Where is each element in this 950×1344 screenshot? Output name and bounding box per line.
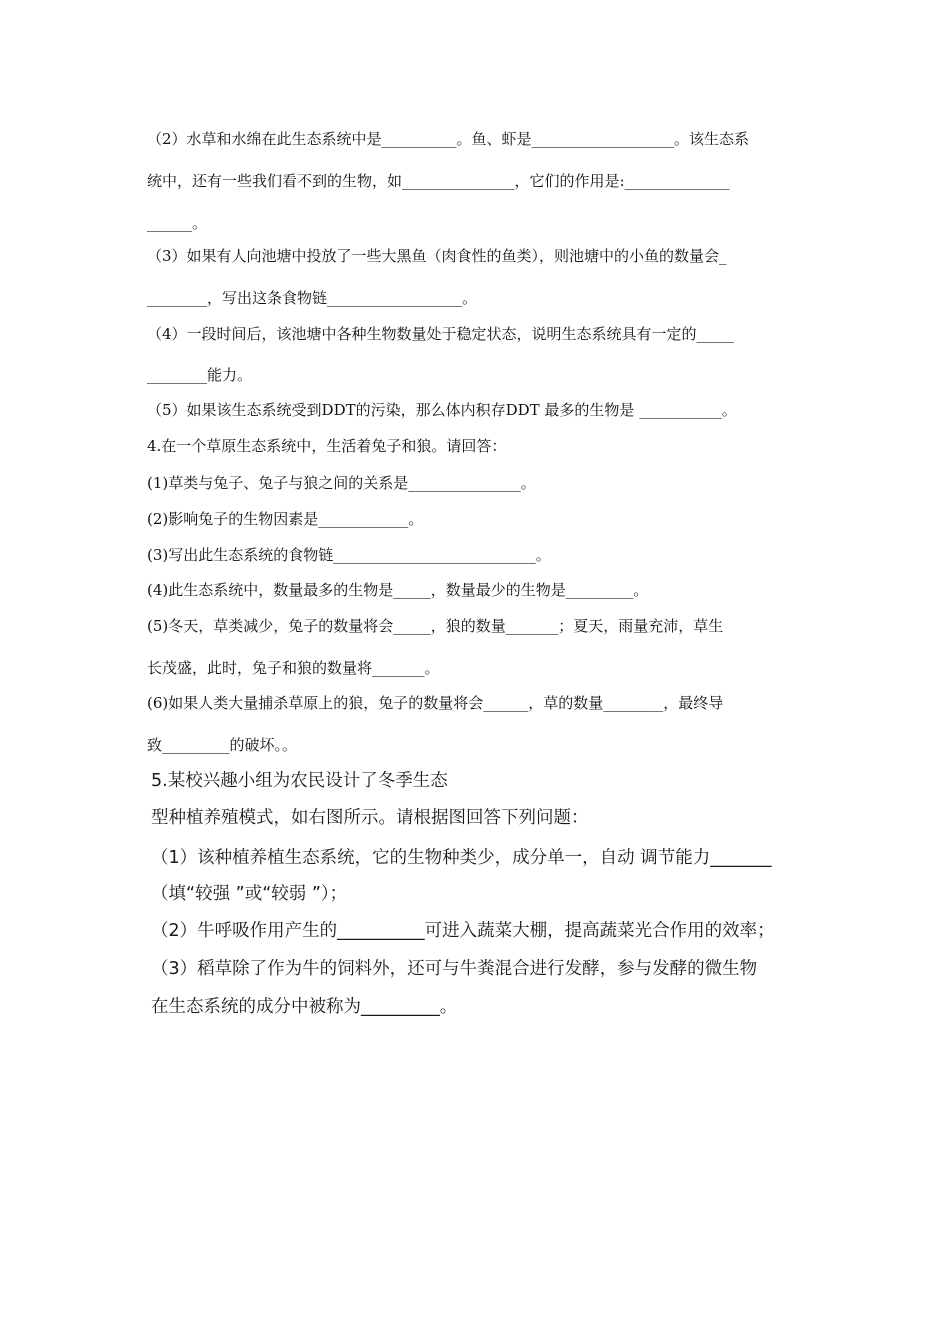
q4-part6-line2: 致_________的破坏。。 — [147, 736, 298, 754]
q3-part5-line1: （5）如果该生态系统受到DDT的污染，那么体内积存DDT 最多的生物是 ___________。 — [147, 401, 737, 419]
q4-part2: (2)影响兔子的生物因素是____________。 — [147, 510, 424, 528]
q3-part2-line1: （2）水草和水绵在此生态系统中是__________。鱼、虾是___________________。该生态系 — [147, 130, 750, 148]
q5-part2: （2）牛呼吸作用产生的__________可进入蔬菜大棚，提高蔬菜光合作用的效率； — [151, 921, 775, 941]
q3-part4-line1: （4）一段时间后，该池塘中各种生物数量处于稳定状态，说明生态系统具有一定的_____ — [147, 325, 735, 343]
q5-part1-line1: （1）该种植养植生态系统，它的生物种类少，成分单一，自动 调节能力_______ — [151, 848, 772, 868]
q3-part4-line2: ________能力。 — [147, 366, 253, 384]
q5-title-line2: 型种植养殖模式，如右图所示。请根据图回答下列问题： — [151, 808, 589, 828]
q4-part6-line1: (6)如果人类大量捕杀草原上的狼，兔子的数量将会______，草的数量________，最终导 — [147, 694, 724, 712]
q5-title-line1: 5.某校兴趣小组为农民设计了冬季生态 — [151, 771, 448, 791]
q3-part3-line1: （3）如果有人向池塘中投放了一些大黑鱼（肉食性的鱼类），则池塘中的小鱼的数量会_ — [147, 247, 727, 265]
q5-part3-line2: 在生态系统的成分中被称为_________。 — [151, 997, 458, 1017]
q4-part3: (3)写出此生态系统的食物链___________________________。 — [147, 546, 551, 564]
q5-part1-line2: （填“较强 ”或“较弱 ”）； — [151, 884, 348, 904]
q5-part3-line1: （3）稻草除了作为牛的饲料外，还可与牛粪混合进行发酵，参与发酵的微生物 — [151, 959, 758, 979]
q3-part3-line2: ________，写出这条食物链__________________。 — [147, 289, 478, 307]
q4-part1: (1)草类与兔子、兔子与狼之间的关系是_______________。 — [147, 474, 536, 492]
q4-part5-line1: (5)冬天，草类减少，兔子的数量将会_____，狼的数量_______；夏天，雨量充沛，草生 — [147, 617, 724, 635]
q3-part2-line2: 统中，还有一些我们看不到的生物，如_______________，它们的作用是:______________ — [147, 172, 730, 190]
q3-part2-line3: ______。 — [147, 214, 208, 232]
q4-part4: (4)此生态系统中，数量最多的生物是_____，数量最少的生物是_________。 — [147, 581, 649, 599]
q4-title: 4.在一个草原生态系统中，生活着兔子和狼。请回答： — [147, 437, 507, 455]
q4-part5-line2: 长茂盛，此时，兔子和狼的数量将_______。 — [147, 659, 440, 677]
